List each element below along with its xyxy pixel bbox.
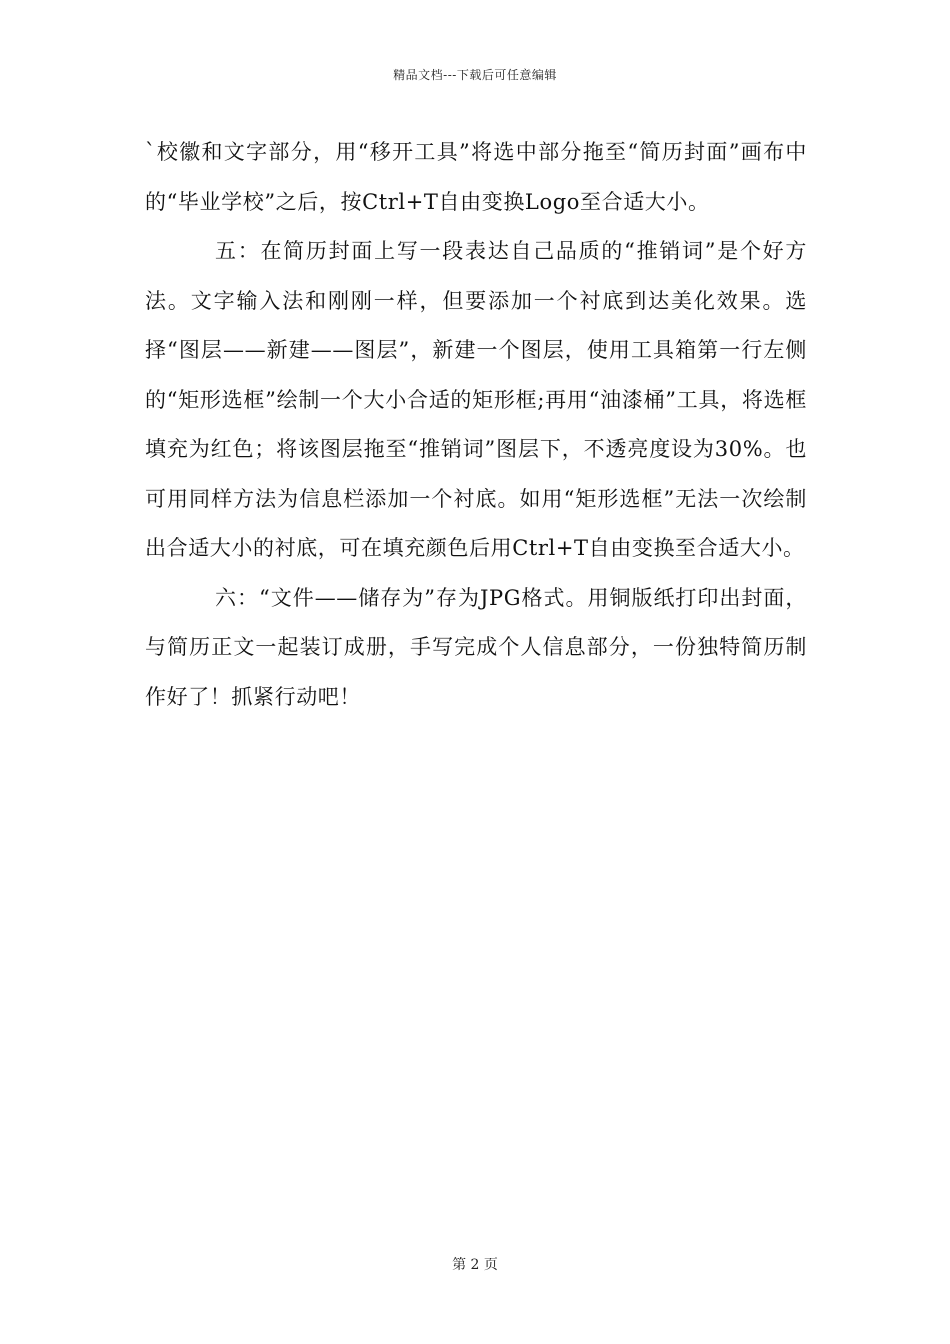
paragraph-step-five: 五：在简历封面上写一段表达自己品质的“推销词”是个好方法。文字输入法和刚刚一样，但要添加一个衬底到达美化效果。选择“图层——新建——图层”，新建一个图层，使用工具箱第一行左侧的“矩形选框”绘制一个大小合适的矩形框;再用“油漆桶”工具，将选框填充为红色；将该图层拖至“推销词”图层下，不透亮度设为30%。也可用同样方法为信息栏添加一个衬底。如用“矩形选框”无法一次绘制出合适大小的衬底，可在填充颜色后用Ctrl+T自由变换至合适大小。: [145, 239, 807, 560]
page-header: 精品文档---下载后可任意编辑: [393, 68, 557, 82]
paragraph-step-six: 六：“文件——储存为”存为JPG格式。用铜版纸打印出封面，与简历正文一起装订成册，手写完成个人信息部分，一份独特简历制作好了！抓紧行动吧！: [145, 585, 807, 709]
paragraph-logo-placement: `校徽和文字部分，用“移开工具”将选中部分拖至“简历封面”画布中的“毕业学校”之后，按Ctrl+T自由变换Logo至合适大小。: [145, 140, 807, 214]
page-number: 第 2 页: [452, 1257, 498, 1273]
document-body: [145, 128, 807, 722]
